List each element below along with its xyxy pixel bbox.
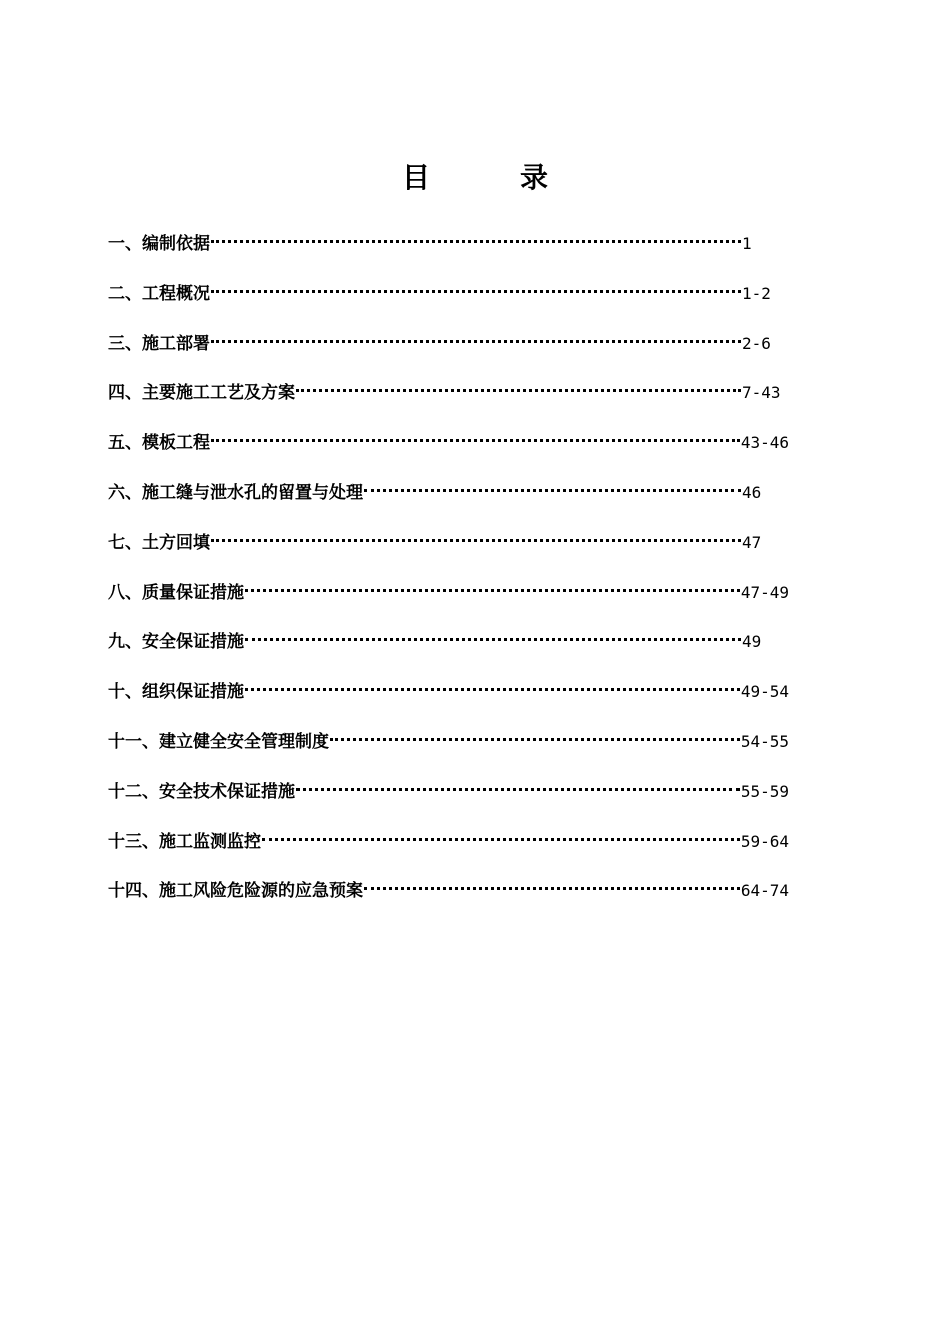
toc-dot-leader: [364, 867, 740, 890]
toc-dot-leader: [296, 369, 741, 392]
toc-entry[interactable]: [108, 226, 789, 276]
toc-entry-label: 十二、安全技术保证措施: [108, 781, 295, 802]
title-char-2: 录: [520, 161, 549, 194]
toc-entry-label: 八、质量保证措施: [108, 582, 244, 603]
toc-entry[interactable]: [108, 276, 789, 326]
toc-entry-label: 十、组织保证措施: [108, 682, 244, 703]
toc-dot-leader: [211, 519, 741, 542]
toc-dot-leader: [211, 220, 741, 243]
toc-entry-label: 十三、施工监测监控: [108, 831, 261, 852]
toc-entry-label: 十一、建立健全安全管理制度: [108, 731, 329, 752]
toc-dot-leader: [245, 569, 740, 592]
toc-entry[interactable]: [108, 873, 789, 923]
toc-entry-page: 55-59: [740, 781, 789, 801]
toc-entry-page: 64-74: [740, 881, 789, 901]
toc-entry[interactable]: [108, 624, 789, 674]
toc-dot-leader: [262, 818, 740, 841]
toc-entry[interactable]: [108, 326, 789, 376]
toc-entry-page: 47: [742, 532, 762, 552]
title-char-1: 目: [401, 161, 430, 194]
toc-entry[interactable]: [108, 375, 789, 425]
toc-entry-page: 2-6: [742, 333, 771, 353]
toc-entry-label: 一、编制依据: [108, 234, 210, 254]
toc-dot-leader: [211, 419, 740, 442]
table-of-contents: [108, 226, 789, 923]
toc-entry-label: 九、安全保证措施: [108, 632, 244, 653]
toc-entry-page: 7-43: [742, 383, 781, 403]
toc-entry-label: 二、工程概况: [108, 283, 210, 304]
toc-entry-page: 43-46: [740, 433, 789, 453]
toc-entry-label: 六、施工缝与泄水孔的留置与处理: [108, 482, 363, 503]
toc-entry-page: 59-64: [740, 831, 789, 851]
toc-entry[interactable]: [108, 824, 789, 874]
toc-dot-leader: [245, 618, 741, 641]
toc-dot-leader: [211, 320, 741, 343]
toc-entry-label: 三、施工部署: [108, 333, 210, 354]
toc-entry-label: 十四、施工风险危险源的应急预案: [108, 881, 363, 902]
toc-dot-leader: [364, 469, 741, 492]
page-title: [0, 158, 950, 198]
toc-entry[interactable]: [108, 774, 789, 824]
toc-entry[interactable]: [108, 674, 789, 724]
toc-entry-page: 49-54: [740, 682, 789, 702]
toc-dot-leader: [296, 768, 740, 791]
toc-entry[interactable]: [108, 575, 789, 625]
toc-dot-leader: [211, 270, 741, 293]
toc-entry-page: 1-2: [742, 283, 771, 303]
toc-entry[interactable]: [108, 724, 789, 774]
toc-entry-page: 47-49: [740, 582, 789, 602]
toc-entry[interactable]: [108, 475, 789, 525]
toc-dot-leader: [330, 718, 740, 741]
toc-dot-leader: [245, 668, 740, 691]
toc-entry-page: 49: [742, 632, 762, 652]
toc-entry[interactable]: [108, 525, 789, 575]
toc-entry-label: 五、模板工程: [108, 433, 210, 454]
toc-entry-page: 54-55: [740, 731, 789, 751]
toc-entry-label: 四、主要施工工艺及方案: [108, 383, 295, 404]
toc-entry[interactable]: [108, 425, 789, 475]
toc-entry-page: 1: [742, 234, 752, 253]
toc-entry-page: 46: [742, 482, 762, 502]
toc-entry-label: 七、土方回填: [108, 532, 210, 553]
